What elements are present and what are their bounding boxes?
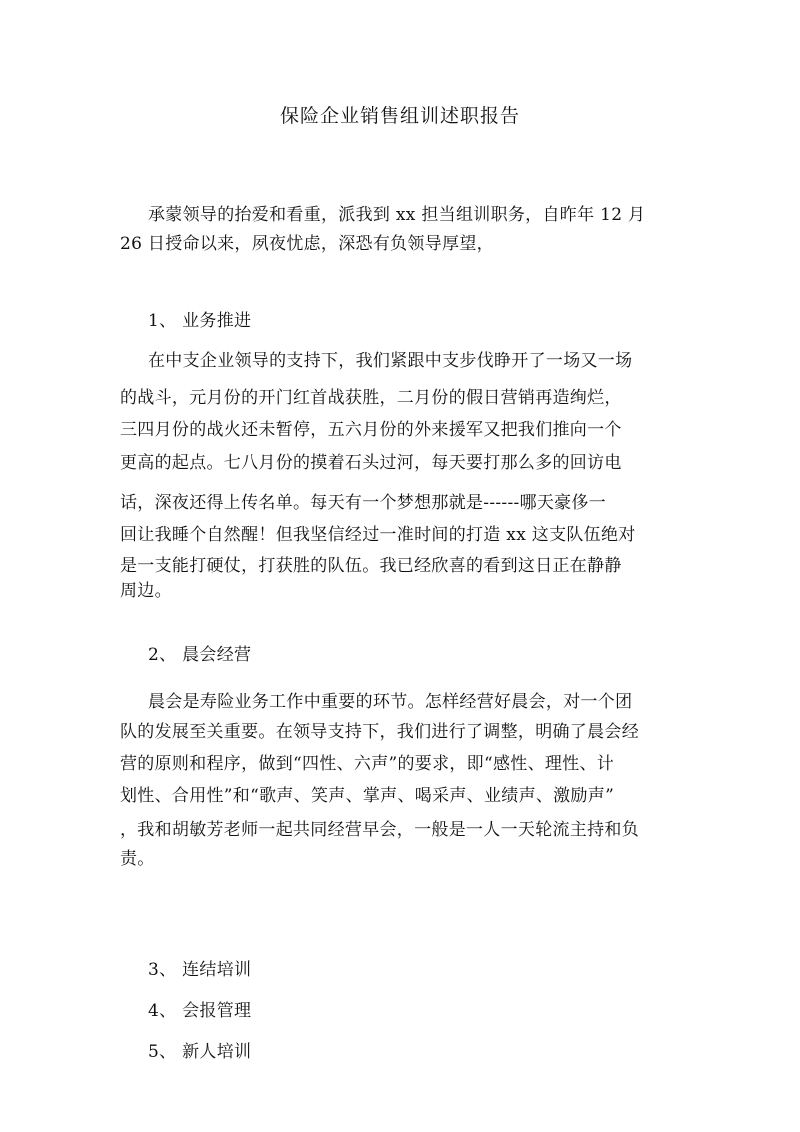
section2-line-3: 营的原则和程序，做到“四性、六声”的要求，即“感性、理性、计 (120, 754, 615, 774)
section1-line-4: 更高的起点。七八月份的摸着石头过河，每天要打那么多的回访电 (120, 453, 622, 473)
intro-line-1: 承蒙领导的抬爱和看重，派我到 xx 担当组训职务，自昨年 12 月 (148, 205, 646, 225)
section1-line-1: 在中支企业领导的支持下，我们紧跟中支步伐睁开了一场又一场 (148, 351, 633, 371)
section5-heading: 5、 新人培训 (148, 1042, 252, 1062)
section2-line-1: 晨会是寿险业务工作中重要的环节。怎样经营好晨会，对一个团 (148, 692, 633, 712)
section1-heading: 1、 业务推进 (148, 311, 252, 331)
intro-line-2: 26 日授命以来，夙夜忧虑，深恐有负领导厚望， (120, 234, 494, 254)
section2-line-6: 责。 (120, 849, 155, 869)
section3-heading: 3、 连结培训 (148, 960, 252, 980)
section4-heading: 4、 会报管理 (148, 1001, 252, 1021)
section2-heading: 2、 晨会经营 (148, 645, 252, 665)
section1-line-7: 是一支能打硬仗，打获胜的队伍。我已经欣喜的看到这日正在静静 (120, 556, 622, 576)
section1-line-8: 周边。 (120, 581, 172, 601)
section2-line-5: ，我和胡敏芳老师一起共同经营早会，一般是一人一天轮流主持和负 (120, 820, 639, 840)
section2-line-2: 队的发展至关重要。在领导支持下，我们进行了调整，明确了晨会经 (120, 722, 639, 742)
section1-line-3: 三四月份的战火还未暂停，五六月份的外来援军又把我们推向一个 (120, 420, 622, 440)
section1-line-5: 话，深夜还得上传名单。每天有一个梦想那就是------哪天豪侈一 (120, 493, 607, 513)
section1-line-2: 的战斗，元月份的开门红首战获胜，二月份的假日营销再造绚烂， (120, 388, 622, 408)
document-title: 保险企业销售组训述职报告 (279, 105, 520, 127)
section1-line-6: 回让我睡个自然醒！但我坚信经过一准时间的打造 xx 这支队伍绝对 (120, 525, 636, 545)
section2-line-4: 划性、合用性”和“歌声、笑声、掌声、喝采声、业绩声、激励声” (120, 786, 615, 806)
